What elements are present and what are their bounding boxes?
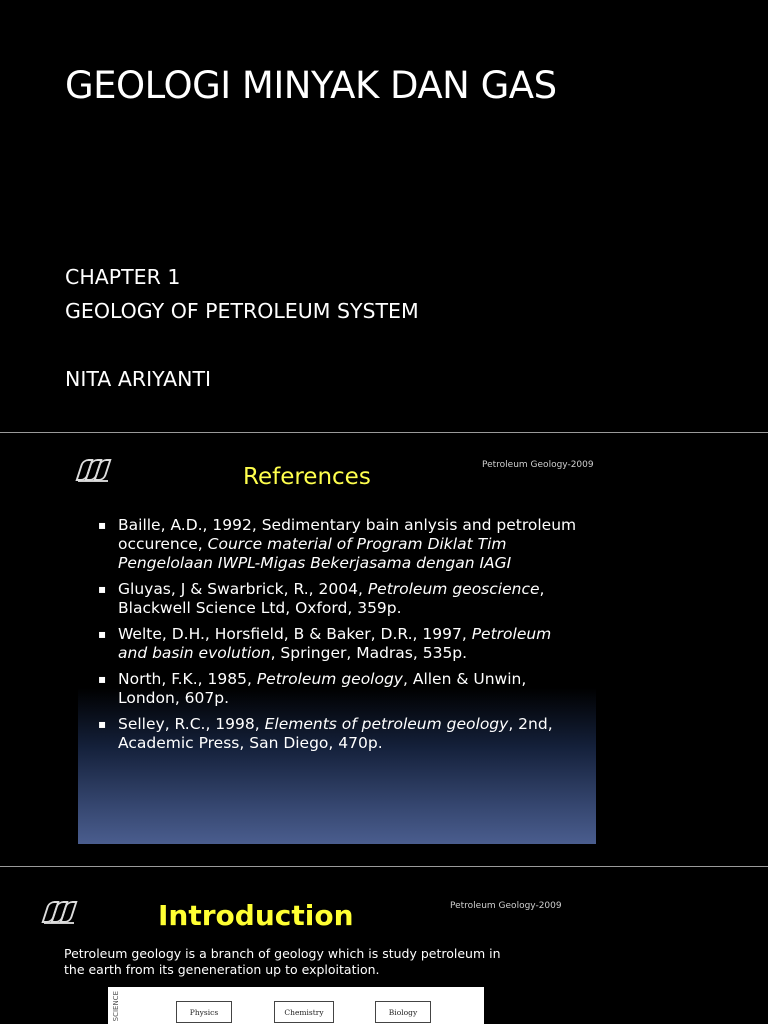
diagram-side-label: SCIENCE — [112, 991, 120, 1022]
references-title: References — [243, 464, 371, 490]
author-name: NITA ARIYANTI — [65, 367, 212, 391]
reference-item: ▪ Welte, D.H., Horsfield, B & Baker, D.R., 1997, Petroleum and basin evolution, Springer, Madras, 535p. — [98, 625, 578, 663]
diagram-box-chemistry: Chemistry — [274, 1001, 334, 1023]
science-diagram — [108, 987, 484, 1024]
slide-tag: Petroleum Geology-2009 — [482, 460, 594, 470]
slide-tag: Petroleum Geology-2009 — [450, 901, 562, 911]
title-slide — [0, 0, 768, 432]
diagram-box-biology: Biology — [375, 1001, 431, 1023]
reference-item: ▪ Baille, A.D., 1992, Sedimentary bain anlysis and petroleum occurence, Cource material of Program Diklat Tim Pengelolaan IWPL-Migas Bekerjasama dengan IAGI — [98, 516, 578, 573]
introduction-text: Petroleum geology is a branch of geology which is study petroleum in the earth from its geneneration up to exploitation. — [64, 946, 501, 977]
references-list — [98, 516, 578, 760]
references-slide — [0, 433, 768, 866]
sss-logo-icon — [78, 458, 108, 482]
references-panel — [78, 454, 596, 844]
slide-title: GEOLOGI MINYAK DAN GAS — [65, 64, 557, 107]
introduction-title: Introduction — [158, 899, 354, 932]
reference-item: ▪ North, F.K., 1985, Petroleum geology, Allen & Unwin, London, 607p. — [98, 670, 578, 708]
diagram-box-physics: Physics — [176, 1001, 232, 1023]
chapter-subtitle: GEOLOGY OF PETROLEUM SYSTEM — [65, 299, 419, 323]
reference-item: ▪ Selley, R.C., 1998, Elements of petroleum geology, 2nd, Academic Press, San Diego, 470p. — [98, 715, 578, 753]
sss-logo-icon — [44, 900, 74, 924]
introduction-slide — [0, 867, 768, 1024]
chapter-label: CHAPTER 1 — [65, 265, 181, 289]
reference-item: ▪ Gluyas, J & Swarbrick, R., 2004, Petroleum geoscience, Blackwell Science Ltd, Oxford, 359p. — [98, 580, 578, 618]
